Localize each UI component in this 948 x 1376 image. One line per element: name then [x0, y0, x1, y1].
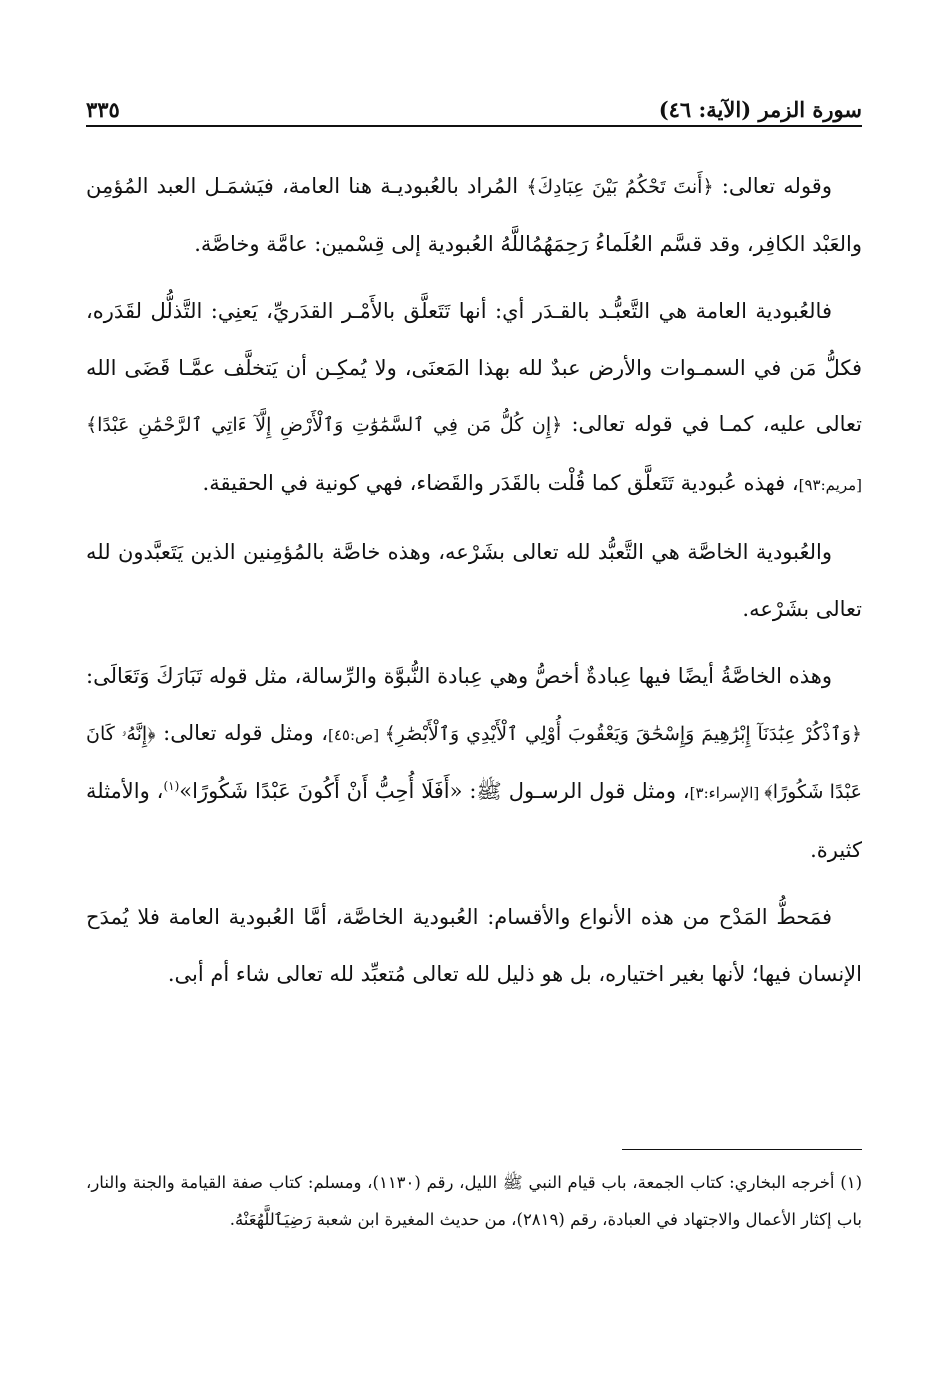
paragraph-5 [86, 889, 862, 1002]
quran-verse: ﴿إِنَّهُۥ كَانَ عَبْدًا شَكُورًا﴾ [86, 722, 862, 803]
footnote-rule [622, 1149, 862, 1150]
verse-reference: [مريم:٩٣] [798, 475, 862, 494]
paragraph-3 [86, 524, 862, 637]
running-title: سورة الزمر (الآية: ٤٦) [658, 97, 862, 122]
page-header [86, 88, 862, 122]
text-span: المُراد بالعُبوديـة هنا العامة، فيَشمَـل العبد المُؤمِن والعَبْد الكافِر، وقد قسَّم العُلَماءُ رَحِمَهُمُاللَّهُ العُبودية إلى قِسْمين: عامَّة وخاصَّة. [86, 174, 862, 256]
footnote: (١) أخرجه البخاري: كتاب الجمعة، باب قيام النبي ﷺ الليل، رقم (١١٣٠)، ومسلم: كتاب صفة القيامة والجنة والنار، باب إكثار الأعمال والاجتهاد في العبادة، رقم (٢٨١٩)، من حديث المغيرة ابن شعبة رَضِيَٱللَّهُعَنْهُ. [86, 1173, 862, 1229]
text-span: ، ومثل قول الرسـول ﷺ: «أَفَلَا أُحِبُّ أَنْ أَكُونَ عَبْدًا شَكُورًا» [179, 779, 690, 803]
header-rule [86, 125, 862, 127]
text-span: والعُبودية الخاصَّة هي التَّعبُّد لله تعالى بشَرْعه، وهذه خاصَّة بالمُؤمِنين الذين يَتَعبَّدون لله تعالى بشَرْعه. [86, 540, 862, 621]
paragraph-4 [86, 648, 862, 878]
quran-verse: ﴿أَنتَ تَحْكُمُ بَيْنَ عِبَادِكَ﴾ [526, 176, 714, 198]
text-span: فمَحطُّ المَدْح من هذه الأنواع والأقسام: العُبودية الخاصَّة، أمَّا العُبودية العامة فلا يُمدَح الإنسان فيها؛ لأنها بغير اختياره، بل هو ذليل لله تعالى مُتعبِّد لله تعالى شاء أم أبى. [86, 905, 862, 986]
footnote-marker[interactable]: (١) [163, 779, 180, 793]
text-span: ، والأمثلة كثيرة. [86, 779, 862, 862]
quran-verse: ﴿وَٱذْكُرْ عِبَٰدَنَآ إِبْرَٰهِيمَ وَإِسْحَٰقَ وَيَعْقُوبَ أُوْلِي ٱلْأَيْدِي وَٱلْأَبْصَٰرِ﴾ [384, 722, 862, 745]
text-span: ، ومثل قوله تعالى: [155, 720, 329, 745]
quran-verse: ﴿إِن كُلُّ مَن فِي ٱلسَّمَٰوَٰتِ وَٱلْأَرْضِ إِلَّآ ءَاتِي ٱلرَّحْمَٰنِ عَبْدًا﴾ [86, 414, 563, 436]
page-number: ٣٣٥ [86, 97, 120, 122]
text-span: وقوله تعالى: [713, 174, 832, 198]
verse-reference: [ص:٤٥] [328, 725, 385, 744]
paragraph-1 [86, 158, 862, 272]
verse-reference: [الإسراء:٣] [689, 784, 765, 802]
paragraph-2 [86, 283, 862, 513]
text-span: وهذه الخاصَّةُ أيضًا فيها عِبادةٌ أخصُّ وهي عِبادة النُّبوَّة والرِّسالة، مثل قوله تَبَارَكَ وَتَعَالَى: [86, 664, 832, 688]
text-span: فالعُبودية العامة هي التَّعبُّـد بالقـدَر أي: أنها تَتَعلَّق بالأَمْـر القدَريِّ، يَعنِي: التَّذلُّل لقَدَره، فكلُّ مَن في السمـوات والأرض عبدٌ لله بهذا المَعنَى، ولا يُمكِـن أن يَتخلَّف عمَّـا قَضَى الله تعالى عليه، كمـا في قوله تعالى: [86, 299, 862, 436]
main-text [86, 158, 862, 1013]
text-span: ، فهذه عُبودية تَتَعلَّق كما قُلْت بالقَدَر والقَضاء، فهي كونية في الحقيقة. [202, 470, 799, 495]
